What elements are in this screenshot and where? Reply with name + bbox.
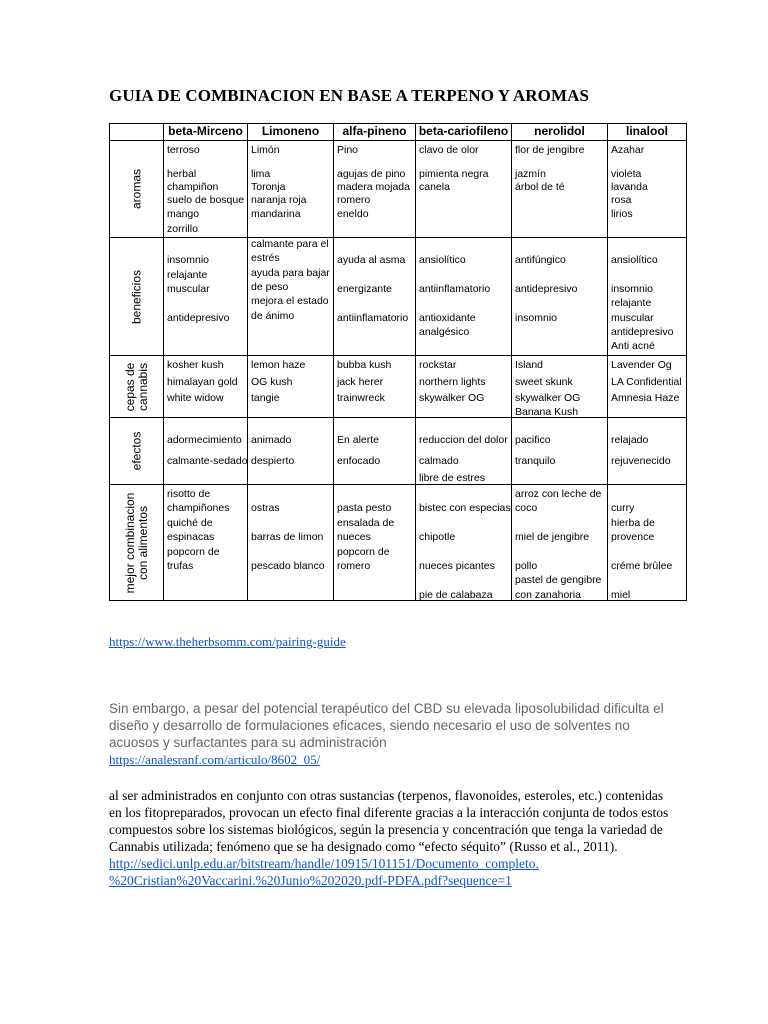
cell-line: Island [515, 359, 544, 371]
cell-line: antioxidante [419, 312, 476, 324]
document-title: GUIA DE COMBINACION EN BASE A TERPENO Y AROMAS [109, 86, 590, 105]
cell-line: En alerte [337, 434, 380, 446]
entourage-paragraph [109, 787, 669, 889]
cell-line: antidepresivo [515, 283, 578, 295]
cell-line: tangie [251, 392, 280, 404]
cell-line: romero [337, 560, 371, 572]
cell-line: relajante [167, 269, 208, 281]
cell-line: lavanda [611, 181, 648, 193]
cell-line: curry [611, 502, 635, 514]
cell-line: despierto [251, 455, 295, 467]
cell-line: arroz con leche de [515, 488, 602, 500]
cell-line: espinacas [167, 531, 215, 543]
table-cell [512, 418, 608, 485]
column-header: beta-Mirceno [164, 124, 248, 141]
cell-line: skywalker OG [419, 392, 485, 404]
analesranf-link[interactable]: https://analesranf.com/articulo/8602_05/ [109, 752, 321, 767]
cell-line: terroso [167, 144, 200, 156]
cell-line: northern lights [419, 376, 486, 388]
table-cell [416, 238, 512, 356]
cell-line: pasta pesto [337, 502, 392, 514]
cell-line: lirios [611, 208, 633, 220]
cell-line: Azahar [611, 144, 645, 156]
cell-line: chipotle [419, 531, 456, 543]
cell-line: quiché de [167, 517, 213, 529]
table-cell [248, 485, 334, 601]
cell-line: popcorn de [337, 546, 390, 558]
cell-line: nueces picantes [419, 560, 495, 572]
cell-line: calmante para el [251, 238, 329, 250]
cell-line: zorrillo [167, 223, 198, 235]
cell-line: Toronja [251, 181, 286, 193]
cell-line: analgésico [419, 326, 470, 338]
cell-line: miel [611, 589, 631, 601]
row-header [110, 485, 164, 601]
cell-line: pacifico [515, 434, 551, 446]
cell-line: skywalker OG [515, 392, 581, 404]
sedici-link-line2[interactable]: %20Cristian%20Vaccarini.%20Junio%202020.pdf-PDFA.pdf?sequence=1 [109, 873, 512, 888]
cell-line: bistec con especias [419, 502, 511, 514]
cell-line: animado [251, 434, 292, 446]
table-row [110, 141, 687, 238]
cell-line: antiinflamatorio [337, 312, 409, 324]
cell-line: ansiolítico [419, 254, 466, 266]
cell-line: flor de jengibre [515, 144, 585, 156]
cell-line: ayuda para bajar [251, 267, 330, 279]
cell-line: Limón [251, 144, 280, 156]
table-cell [248, 141, 334, 238]
cell-line: rockstar [419, 359, 457, 371]
cell-line: kosher kush [167, 359, 224, 371]
row-header-label: mejor combinacion con alimentos [122, 492, 150, 593]
row-header-label: efectos [129, 431, 143, 471]
cell-line: himalayan gold [167, 376, 238, 388]
table-cell [512, 485, 608, 601]
table-cell [334, 485, 416, 601]
table-cell [512, 238, 608, 356]
row-header-label: beneficios [129, 269, 143, 324]
cell-line: white widow [167, 392, 224, 404]
cell-line: adormecimiento [167, 434, 242, 446]
cell-line: madera mojada [337, 181, 410, 193]
terpene-guide-table [109, 123, 687, 601]
cell-line: champiñon [167, 181, 219, 193]
cell-line: miel de jengibre [515, 531, 590, 543]
table-cell [512, 356, 608, 418]
cell-line: trufas [167, 560, 194, 572]
cell-line: mango [167, 208, 200, 220]
cell-line: Pino [337, 144, 359, 156]
table-row [110, 238, 687, 356]
table-cell [608, 356, 687, 418]
cell-line: LA Confidential [611, 376, 682, 388]
cell-line: muscular [167, 283, 210, 295]
cell-line: relajante [611, 297, 652, 309]
cell-line: calmante-sedado [167, 455, 248, 467]
cell-line: OG kush [251, 376, 293, 388]
table-cell [334, 356, 416, 418]
table-cell [164, 141, 248, 238]
cell-line: pastel de gengibre [515, 574, 602, 586]
cell-line: ostras [251, 502, 280, 514]
cell-line: muscular [611, 312, 654, 324]
cell-line: calmado [419, 455, 459, 467]
table-cell [334, 418, 416, 485]
cell-line: con zanahoria [515, 589, 581, 601]
table-cell [164, 356, 248, 418]
column-header: Limoneno [248, 124, 334, 141]
cell-line: eneldo [337, 208, 369, 220]
table-cell [416, 141, 512, 238]
table-cell [248, 356, 334, 418]
cell-line: romero [337, 194, 371, 206]
cbd-paragraph-text: Sin embargo, a pesar del potencial terapéutico del CBD su elevada liposolubilidad dificulta el diseño y desarrollo de formulaciones eficaces, siendo necesario el uso de solventes no acuosos y surfactantes para su administración [109, 701, 664, 750]
cell-line: provence [611, 531, 655, 543]
cell-line: bubba kush [337, 359, 392, 371]
cell-line: herbal [167, 168, 197, 180]
table-row [110, 485, 687, 601]
table-cell [164, 418, 248, 485]
cell-line: estrés [251, 252, 280, 264]
cell-line: antidepresivo [611, 326, 674, 338]
cell-line: suelo de bosque [167, 194, 245, 206]
column-header: linalool [608, 124, 687, 141]
cell-line: mejora el estado [251, 295, 329, 307]
cell-line: trainwreck [337, 392, 385, 404]
cell-line: ayuda al asma [337, 254, 406, 266]
entourage-paragraph-text: al ser administrados en conjunto con otras sustancias (terpenos, flavonoides, esteroles, etc.) contenidas en los fitopreparados, provocan un efecto final diferente gracias a la interacción conjunta de todos estos compuestos sobre los sistemas biológicos, según la presencia y concentración que tenga la variedad de Cannabis utilizada; fenómeno que se ha designado como “efecto séquito” (Russo et al., 2011). [109, 788, 669, 854]
cell-line: de peso [251, 281, 289, 293]
cell-line: pollo [515, 560, 538, 572]
table-cell [608, 141, 687, 238]
table-row [110, 356, 687, 418]
table-cell [416, 485, 512, 601]
pairing-guide-link[interactable]: https://www.theherbsomm.com/pairing-guide [109, 634, 346, 649]
table-cell [608, 238, 687, 356]
table-cell [608, 418, 687, 485]
cell-line: antidepresivo [167, 312, 230, 324]
table-cell [164, 485, 248, 601]
cell-line: popcorn de [167, 546, 220, 558]
table-row [110, 418, 687, 485]
cell-line: naranja roja [251, 194, 307, 206]
cell-line: coco [515, 502, 538, 514]
table-header-row [110, 124, 687, 141]
cell-line: lima [251, 168, 271, 180]
cell-line: pie de calabaza [419, 589, 493, 601]
cell-line: reduccion del dolor [419, 434, 508, 446]
cell-line: hierba de [611, 517, 655, 529]
cell-line: antiinflamatorio [419, 283, 491, 295]
cell-line: ansiolítico [611, 254, 658, 266]
cell-line: agujas de pino [337, 168, 406, 180]
cell-line: canela [419, 181, 450, 193]
cell-line: energizante [337, 283, 392, 295]
cell-line: pescado blanco [251, 560, 325, 572]
cell-line: rejuvenecido [611, 455, 671, 467]
cell-line: lemon haze [251, 359, 306, 371]
cell-line: antifúngico [515, 254, 566, 266]
table-cell [248, 418, 334, 485]
table-cell [334, 141, 416, 238]
cell-line: jazmín [515, 168, 546, 180]
cell-line: clavo de olor [419, 144, 479, 156]
column-header: alfa-pineno [334, 124, 416, 141]
table-cell [248, 238, 334, 356]
row-header [110, 356, 164, 418]
cell-line: pimienta negra [419, 168, 489, 180]
cell-line: árbol de té [515, 181, 565, 193]
cell-line: sweet skunk [515, 376, 573, 388]
corner-cell [110, 124, 164, 141]
row-header-label: cepas de cannabis [122, 362, 150, 411]
cell-line: risotto de [167, 488, 211, 500]
row-header [110, 418, 164, 485]
cell-line: barras de limon [251, 531, 324, 543]
table-cell [608, 485, 687, 601]
cell-line: nueces [337, 531, 371, 543]
cell-line: créme brûlee [611, 560, 673, 572]
table-cell [512, 141, 608, 238]
cell-line: Amnesia Haze [611, 392, 680, 404]
cell-line: Banana Kush [515, 406, 579, 418]
column-header: beta-cariofileno [416, 124, 512, 141]
cell-line: Anti acné [611, 340, 655, 352]
row-header-label: aromas [129, 168, 143, 210]
cell-line: de ánimo [251, 310, 295, 322]
cell-line: insomnio [515, 312, 558, 324]
row-header [110, 238, 164, 356]
table-cell [416, 356, 512, 418]
cell-line: ensalada de [337, 517, 395, 529]
cell-line: jack herer [337, 376, 384, 388]
cell-line: libre de estres [419, 472, 485, 484]
cell-line: champiñones [167, 502, 230, 514]
table-cell [334, 238, 416, 356]
table-cell [164, 238, 248, 356]
cell-line: violeta [611, 168, 642, 180]
column-header: nerolidol [512, 124, 608, 141]
cell-line: enfocado [337, 455, 381, 467]
cell-line: insomnio [611, 283, 654, 295]
cell-line: Lavender Og [611, 359, 672, 371]
row-header [110, 141, 164, 238]
cell-line: mandarina [251, 208, 301, 220]
cbd-paragraph [109, 700, 669, 768]
sedici-link-line1[interactable]: http://sedici.unlp.edu.ar/bitstream/handle/10915/101151/Documento_completo. [109, 856, 539, 871]
cell-line: insomnio [167, 254, 210, 266]
cell-line: tranquilo [515, 455, 556, 467]
cell-line: rosa [611, 194, 632, 206]
table-cell [416, 418, 512, 485]
cell-line: relajado [611, 434, 649, 446]
